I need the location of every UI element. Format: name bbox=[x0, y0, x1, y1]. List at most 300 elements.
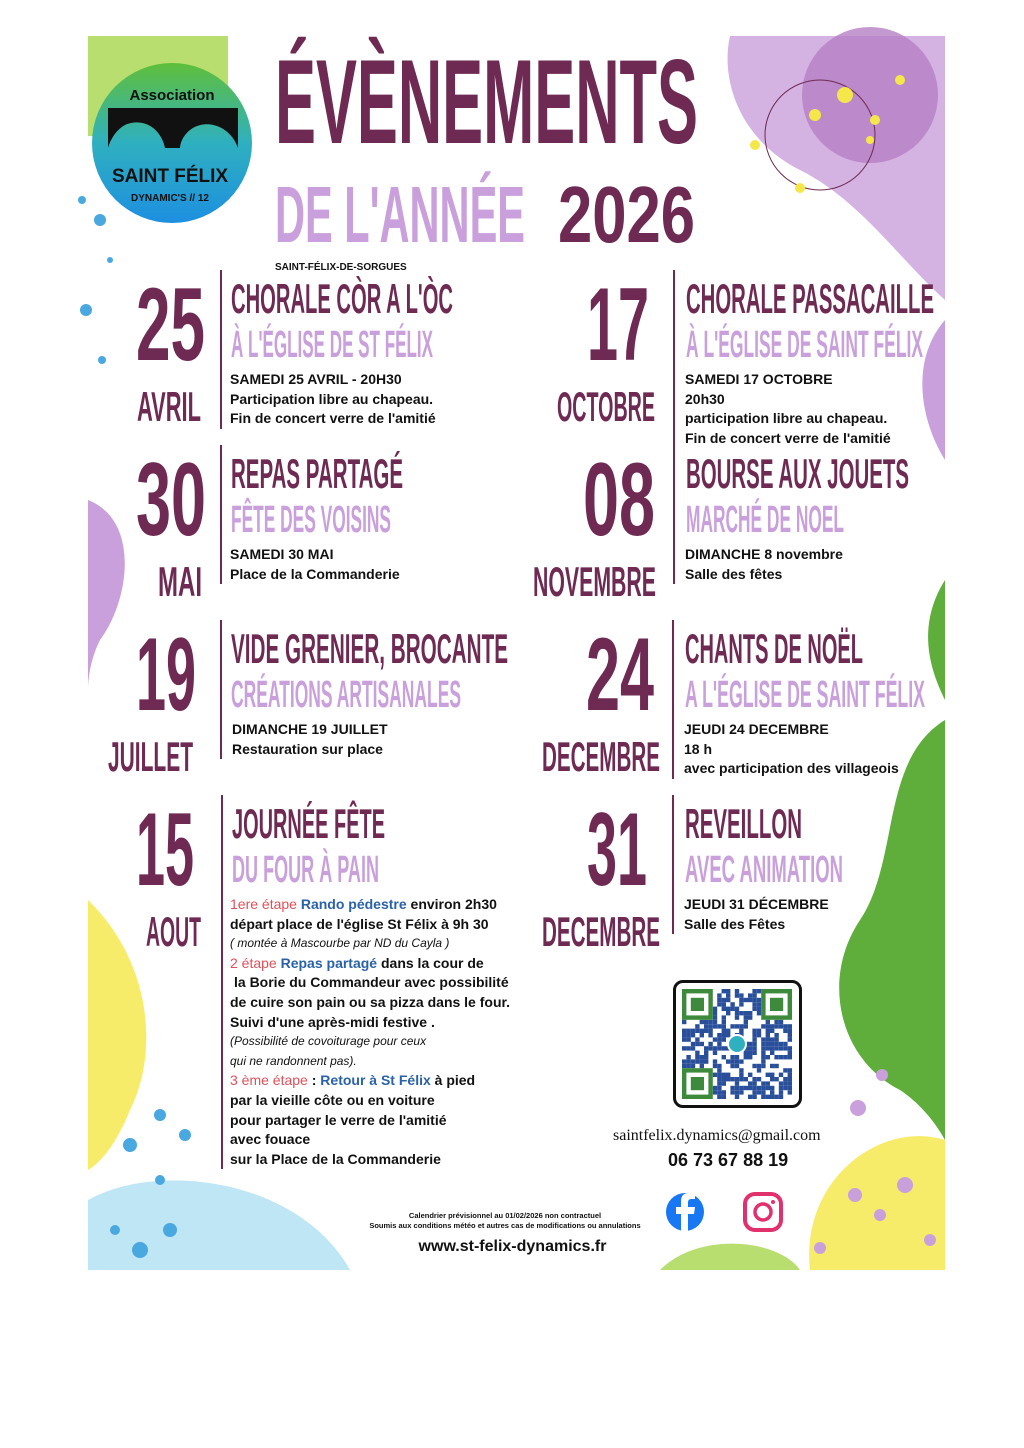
detail-line: Suivi d'une après-midi festive . bbox=[230, 1013, 435, 1030]
qr-module bbox=[748, 1051, 752, 1055]
event-subtitle: A L'ÉGLISE DE SAINT FÉLIX bbox=[685, 674, 925, 716]
logo-name: SAINT FÉLIX bbox=[111, 166, 229, 187]
event-details bbox=[230, 545, 400, 584]
qr-logo bbox=[728, 1035, 746, 1053]
qr-module bbox=[695, 1029, 699, 1033]
disclaimer-line: Calendrier prévisionnel au 01/02/2026 non contractuel bbox=[408, 1211, 602, 1220]
qr-module bbox=[766, 1037, 770, 1041]
qr-module bbox=[713, 1090, 717, 1094]
event-day: 25 bbox=[136, 267, 205, 383]
event-subtitle: MARCHÉ DE NOEL bbox=[686, 499, 844, 541]
qr-module bbox=[682, 1020, 686, 1024]
event-month: AVRIL bbox=[137, 383, 201, 430]
qr-module bbox=[788, 1077, 792, 1081]
event-subtitle: FÊTE DES VOISINS bbox=[231, 499, 391, 541]
qr-module bbox=[722, 1055, 726, 1059]
qr-module bbox=[774, 1064, 778, 1068]
yellow-left bbox=[88, 900, 146, 1170]
qr-module bbox=[717, 1077, 721, 1081]
qr-module bbox=[770, 1077, 774, 1081]
qr-module bbox=[735, 1064, 739, 1068]
qr-module bbox=[744, 1077, 748, 1081]
divider bbox=[673, 445, 675, 584]
qr-module bbox=[686, 1064, 690, 1068]
event-month: AOUT bbox=[146, 908, 201, 955]
qr-module bbox=[700, 1020, 704, 1024]
qr-module bbox=[704, 1051, 708, 1055]
qr-module bbox=[717, 1046, 721, 1050]
divider bbox=[220, 445, 222, 584]
qr-module bbox=[788, 1051, 792, 1055]
qr-module bbox=[722, 1029, 726, 1033]
qr-module bbox=[770, 1095, 774, 1099]
qr-module bbox=[783, 1068, 787, 1072]
detail-line: SAMEDI 25 AVRIL - 20H30 bbox=[230, 371, 402, 387]
qr-module bbox=[726, 1033, 730, 1037]
qr-module bbox=[748, 993, 752, 997]
qr-module bbox=[757, 1007, 761, 1011]
contact-email[interactable]: saintfelix.dynamics@gmail.com bbox=[613, 1127, 821, 1144]
qr-module bbox=[752, 989, 756, 993]
qr-module bbox=[744, 1020, 748, 1024]
event-day: 31 bbox=[587, 792, 647, 908]
qr-module bbox=[748, 1086, 752, 1090]
qr-module bbox=[770, 1073, 774, 1077]
qr-module bbox=[713, 1046, 717, 1050]
detail-line: avec fouace bbox=[230, 1131, 311, 1148]
title-line1: ÉVÈNEMENTS bbox=[275, 35, 698, 169]
qr-module bbox=[691, 998, 704, 1011]
qr-module bbox=[695, 1037, 699, 1041]
qr-module bbox=[748, 1042, 752, 1046]
qr-module bbox=[783, 1077, 787, 1081]
qr-module bbox=[744, 1086, 748, 1090]
qr-module bbox=[704, 1029, 708, 1033]
qr-module bbox=[726, 1029, 730, 1033]
event-month: NOVEMBRE bbox=[533, 558, 656, 605]
qr-module bbox=[770, 1029, 774, 1033]
qr-module bbox=[761, 1042, 765, 1046]
qr-module bbox=[700, 1064, 704, 1068]
qr-module bbox=[700, 1042, 704, 1046]
disclaimer bbox=[355, 1211, 655, 1231]
qr-module bbox=[788, 1055, 792, 1059]
qr-module bbox=[730, 1077, 734, 1081]
qr-module bbox=[752, 1002, 756, 1006]
divider bbox=[672, 620, 674, 779]
qr-module bbox=[783, 1046, 787, 1050]
qr-module bbox=[735, 1081, 739, 1085]
qr-module bbox=[695, 1024, 699, 1028]
qr-module bbox=[788, 1081, 792, 1085]
detail-line: Fin de concert verre de l'amitié bbox=[230, 410, 436, 427]
qr-module bbox=[717, 998, 721, 1002]
qr-module bbox=[744, 998, 748, 1002]
qr-module bbox=[770, 1037, 774, 1041]
detail-line: par la vieille côte ou en voiture bbox=[230, 1091, 435, 1108]
qr-module bbox=[770, 1024, 774, 1028]
qr-module bbox=[695, 1042, 699, 1046]
qr-module bbox=[752, 1064, 756, 1068]
qr-module bbox=[735, 1090, 739, 1094]
qr-module bbox=[788, 1090, 792, 1094]
qr-module bbox=[722, 1090, 726, 1094]
qr-module bbox=[730, 1002, 734, 1006]
qr-module bbox=[748, 1046, 752, 1050]
qr-module bbox=[766, 1020, 770, 1024]
qr-module bbox=[717, 993, 721, 997]
qr-module bbox=[739, 1011, 743, 1015]
qr-module bbox=[744, 1015, 748, 1019]
qr-module bbox=[779, 1020, 783, 1024]
qr-module bbox=[735, 1095, 739, 1099]
qr-module bbox=[726, 1007, 730, 1011]
qr-module bbox=[700, 1059, 704, 1063]
association-logo bbox=[92, 63, 252, 223]
qr-module bbox=[735, 1011, 739, 1015]
qr-module bbox=[739, 1086, 743, 1090]
disclaimer-line: Soumis aux conditions météo et autres cas de modifications ou annulations bbox=[369, 1221, 641, 1230]
qr-module bbox=[774, 1055, 778, 1059]
qr-module bbox=[686, 1033, 690, 1037]
qr-module bbox=[700, 1055, 704, 1059]
qr-module bbox=[779, 1073, 783, 1077]
detail-line: avec participation des villageois bbox=[684, 760, 899, 777]
divider bbox=[673, 270, 675, 448]
qr-module bbox=[700, 1029, 704, 1033]
qr-module bbox=[739, 1029, 743, 1033]
qr-module bbox=[774, 1033, 778, 1037]
qr-module bbox=[704, 1024, 708, 1028]
qr-module bbox=[704, 1020, 708, 1024]
detail-line: SAMEDI 17 OCTOBRE bbox=[685, 371, 833, 387]
qr-module bbox=[717, 1042, 721, 1046]
qr-module bbox=[757, 1068, 761, 1072]
lilac-left bbox=[88, 500, 125, 690]
qr-module bbox=[770, 998, 783, 1011]
detail-line: pour partager le verre de l'amitié bbox=[230, 1111, 447, 1128]
qr-module bbox=[691, 1029, 695, 1033]
detail-line: Place de la Commanderie bbox=[230, 565, 400, 582]
qr-module bbox=[722, 1081, 726, 1085]
qr-module bbox=[717, 1081, 721, 1085]
qr-module bbox=[730, 1024, 734, 1028]
qr-module bbox=[686, 1029, 690, 1033]
qr-module bbox=[757, 989, 761, 993]
qr-module bbox=[757, 1086, 761, 1090]
detail-line: départ place de l'église St Félix à 9h 30 bbox=[230, 915, 489, 932]
qr-module bbox=[766, 1086, 770, 1090]
qr-module bbox=[735, 1024, 739, 1028]
qr-module bbox=[744, 1055, 748, 1059]
divider bbox=[221, 795, 223, 1169]
detail-line: participation libre au chapeau. bbox=[685, 410, 888, 427]
qr-module bbox=[713, 1024, 717, 1028]
qr-module bbox=[735, 1015, 739, 1019]
qr-module bbox=[686, 1059, 690, 1063]
qr-module bbox=[708, 1033, 712, 1037]
qr-module bbox=[770, 1086, 774, 1090]
website-link[interactable]: www.st-felix-dynamics.fr bbox=[418, 1238, 607, 1255]
qr-module bbox=[774, 1046, 778, 1050]
green-edge bbox=[928, 580, 945, 700]
qr-module bbox=[739, 993, 743, 997]
qr-module bbox=[739, 1024, 743, 1028]
qr-module bbox=[766, 1033, 770, 1037]
qr-module bbox=[783, 1029, 787, 1033]
qr-module bbox=[752, 1042, 756, 1046]
detail-line: Restauration sur place bbox=[232, 740, 383, 757]
qr-module bbox=[744, 1024, 748, 1028]
qr-module bbox=[735, 1007, 739, 1011]
event-day: 30 bbox=[136, 442, 206, 558]
qr-module bbox=[774, 1042, 778, 1046]
qr-module bbox=[779, 1095, 783, 1099]
detail-line: qui ne randonnent pas). bbox=[230, 1053, 357, 1068]
event-subtitle: À L'ÉGLISE DE SAINT FÉLIX bbox=[686, 324, 923, 366]
detail-line: Salle des Fêtes bbox=[684, 915, 786, 932]
qr-module bbox=[761, 1086, 765, 1090]
qr-module bbox=[730, 1064, 734, 1068]
qr-module bbox=[766, 1046, 770, 1050]
qr-module bbox=[757, 1011, 761, 1015]
qr-module bbox=[739, 1073, 743, 1077]
qr-module bbox=[766, 1055, 770, 1059]
step-name: Rando pédestre bbox=[300, 896, 407, 912]
town-name: SAINT-FÉLIX-DE-SORGUES bbox=[275, 262, 407, 273]
qr-module bbox=[713, 1011, 717, 1015]
qr-module bbox=[713, 1051, 717, 1055]
qr-module bbox=[752, 1086, 756, 1090]
qr-module bbox=[735, 1086, 739, 1090]
qr-module bbox=[752, 1033, 756, 1037]
detail-text: à pied bbox=[430, 1072, 476, 1089]
qr-module bbox=[783, 1081, 787, 1085]
qr-module bbox=[788, 1068, 792, 1072]
qr-module bbox=[700, 1033, 704, 1037]
event-day: 17 bbox=[587, 267, 649, 383]
qr-module bbox=[744, 1011, 748, 1015]
qr-module bbox=[783, 1086, 787, 1090]
qr-module bbox=[704, 1046, 708, 1050]
qr-module bbox=[726, 989, 730, 993]
qr-module bbox=[766, 1095, 770, 1099]
qr-module bbox=[748, 1015, 752, 1019]
qr-module bbox=[682, 1059, 686, 1063]
qr-module bbox=[748, 998, 752, 1002]
detail-text: environ 2h30 bbox=[406, 896, 497, 912]
qr-module bbox=[722, 989, 726, 993]
step-name: Retour à St Félix bbox=[320, 1072, 431, 1089]
qr-module bbox=[788, 1073, 792, 1077]
qr-module bbox=[770, 1042, 774, 1046]
qr-module bbox=[752, 1090, 756, 1094]
event-month: JUILLET bbox=[108, 733, 193, 780]
qr-module bbox=[717, 1086, 721, 1090]
qr-module bbox=[713, 1073, 717, 1077]
qr-module bbox=[717, 1033, 721, 1037]
qr-module bbox=[682, 1029, 686, 1033]
qr-module bbox=[757, 1033, 761, 1037]
qr-module bbox=[757, 1077, 761, 1081]
qr-module bbox=[788, 1037, 792, 1041]
step-label: 1ere étape bbox=[230, 896, 297, 912]
qr-module bbox=[748, 1081, 752, 1085]
qr-module bbox=[779, 1086, 783, 1090]
lilac-edge bbox=[922, 320, 945, 460]
detail-text: : bbox=[307, 1072, 321, 1089]
facebook-icon[interactable] bbox=[666, 1193, 704, 1231]
qr-module bbox=[783, 1024, 787, 1028]
qr-module bbox=[757, 1090, 761, 1094]
qr-module bbox=[783, 1042, 787, 1046]
qr-module bbox=[695, 1055, 699, 1059]
divider bbox=[672, 795, 674, 934]
qr-module bbox=[726, 1077, 730, 1081]
event-title: VIDE GRENIER, BROCANTE bbox=[231, 625, 508, 672]
qr-module bbox=[779, 1024, 783, 1028]
qr-module bbox=[752, 1081, 756, 1085]
qr-module bbox=[722, 1020, 726, 1024]
qr-module bbox=[770, 1064, 774, 1068]
qr-module bbox=[691, 1042, 695, 1046]
qr-module bbox=[717, 1037, 721, 1041]
detail-line: 20h30 bbox=[685, 390, 725, 407]
qr-module bbox=[726, 993, 730, 997]
detail-line: Fin de concert verre de l'amitié bbox=[685, 429, 891, 446]
qr-module bbox=[717, 1064, 721, 1068]
qr-module bbox=[722, 998, 726, 1002]
qr-module bbox=[774, 1095, 778, 1099]
qr-module bbox=[730, 1059, 734, 1063]
qr-module bbox=[774, 1024, 778, 1028]
qr-module bbox=[735, 993, 739, 997]
qr-module bbox=[722, 1024, 726, 1028]
event-title: CHORALE CÒR A L'ÒC bbox=[231, 275, 453, 322]
qr-module bbox=[739, 998, 743, 1002]
qr-module bbox=[788, 1029, 792, 1033]
qr-module bbox=[735, 1055, 739, 1059]
qr-module bbox=[722, 1007, 726, 1011]
qr-module bbox=[722, 1033, 726, 1037]
event-month: DECEMBRE bbox=[542, 908, 660, 955]
qr-module bbox=[744, 1051, 748, 1055]
qr-module bbox=[761, 1090, 765, 1094]
qr-module bbox=[748, 1055, 752, 1059]
qr-module bbox=[761, 1095, 765, 1099]
qr-module bbox=[708, 1046, 712, 1050]
qr-module bbox=[761, 1081, 765, 1085]
qr-module bbox=[761, 1037, 765, 1041]
detail-line: Participation libre au chapeau. bbox=[230, 390, 434, 407]
qr-module bbox=[748, 1011, 752, 1015]
qr-module bbox=[695, 1059, 699, 1063]
title-year: 2026 bbox=[558, 170, 695, 259]
qr-module bbox=[752, 1046, 756, 1050]
divider bbox=[220, 270, 222, 429]
qr-module bbox=[726, 1073, 730, 1077]
qr-module bbox=[761, 1055, 765, 1059]
qr-module bbox=[752, 1051, 756, 1055]
logo-sub: DYNAMIC'S // 12 bbox=[131, 193, 209, 204]
qr-module bbox=[730, 1090, 734, 1094]
qr-module bbox=[779, 1046, 783, 1050]
detail-line: (Possibilité de covoiturage pour ceux bbox=[230, 1034, 427, 1049]
qr-module bbox=[722, 1073, 726, 1077]
qr-module bbox=[774, 1077, 778, 1081]
event-details bbox=[685, 370, 891, 448]
event-subtitle: À L'ÉGLISE DE ST FÉLIX bbox=[231, 324, 433, 366]
qr-module bbox=[722, 1015, 726, 1019]
qr-module bbox=[779, 1090, 783, 1094]
detail-text: dans la cour de bbox=[377, 954, 484, 971]
qr-module bbox=[770, 1046, 774, 1050]
event-title: BOURSE AUX JOUETS bbox=[686, 450, 909, 497]
qr-module bbox=[752, 998, 756, 1002]
yellow-right bbox=[809, 1136, 945, 1270]
event-title: REPAS PARTAGÉ bbox=[231, 450, 403, 497]
qr-module bbox=[717, 1068, 721, 1072]
qr-module bbox=[713, 1037, 717, 1041]
qr-module bbox=[766, 1024, 770, 1028]
qr-module bbox=[766, 1081, 770, 1085]
event-title: JOURNÉE FÊTE bbox=[232, 800, 385, 847]
qr-module bbox=[722, 1095, 726, 1099]
event-subtitle: DU FOUR À PAIN bbox=[232, 849, 379, 891]
qr-module bbox=[774, 1020, 778, 1024]
qr-module bbox=[704, 1059, 708, 1063]
green-bottom bbox=[660, 1244, 800, 1270]
qr-module bbox=[722, 1037, 726, 1041]
qr-module bbox=[686, 1046, 690, 1050]
qr-module bbox=[752, 1095, 756, 1099]
qr-module bbox=[713, 1020, 717, 1024]
qr-module bbox=[752, 993, 756, 997]
qr-module bbox=[682, 1046, 686, 1050]
detail-line: de cuire son pain ou sa pizza dans le four. bbox=[230, 993, 511, 1010]
event-day: 08 bbox=[583, 442, 655, 558]
detail-line: ( montée à Mascourbe par ND du Cayla ) bbox=[230, 936, 450, 951]
title-line2: DE L'ANNÉE bbox=[275, 170, 525, 259]
event-title: CHORALE PASSACAILLE bbox=[686, 275, 934, 322]
detail-line: sur la Place de la Commanderie bbox=[230, 1150, 441, 1167]
instagram-icon[interactable] bbox=[745, 1194, 781, 1230]
event-details-program bbox=[230, 895, 510, 1169]
qr-code[interactable] bbox=[673, 980, 802, 1108]
qr-module bbox=[691, 1033, 695, 1037]
qr-module bbox=[748, 1073, 752, 1077]
qr-module bbox=[739, 1090, 743, 1094]
qr-module bbox=[739, 1077, 743, 1081]
qr-module bbox=[739, 1059, 743, 1063]
detail-line: JEUDI 24 DECEMBRE bbox=[684, 721, 829, 737]
qr-module bbox=[708, 1020, 712, 1024]
event-month: DECEMBRE bbox=[542, 733, 660, 780]
detail-line: JEUDI 31 DÉCEMBRE bbox=[684, 896, 829, 912]
qr-module bbox=[788, 1033, 792, 1037]
qr-module bbox=[770, 1090, 774, 1094]
qr-module bbox=[726, 1059, 730, 1063]
qr-module bbox=[717, 1090, 721, 1094]
detail-line: DIMANCHE 19 JUILLET bbox=[232, 721, 388, 737]
detail-line: 18 h bbox=[684, 740, 713, 757]
qr-module bbox=[757, 1002, 761, 1006]
qr-module bbox=[752, 1007, 756, 1011]
qr-module bbox=[766, 1073, 770, 1077]
qr-module bbox=[766, 1042, 770, 1046]
qr-module bbox=[779, 1055, 783, 1059]
qr-module bbox=[713, 1015, 717, 1019]
